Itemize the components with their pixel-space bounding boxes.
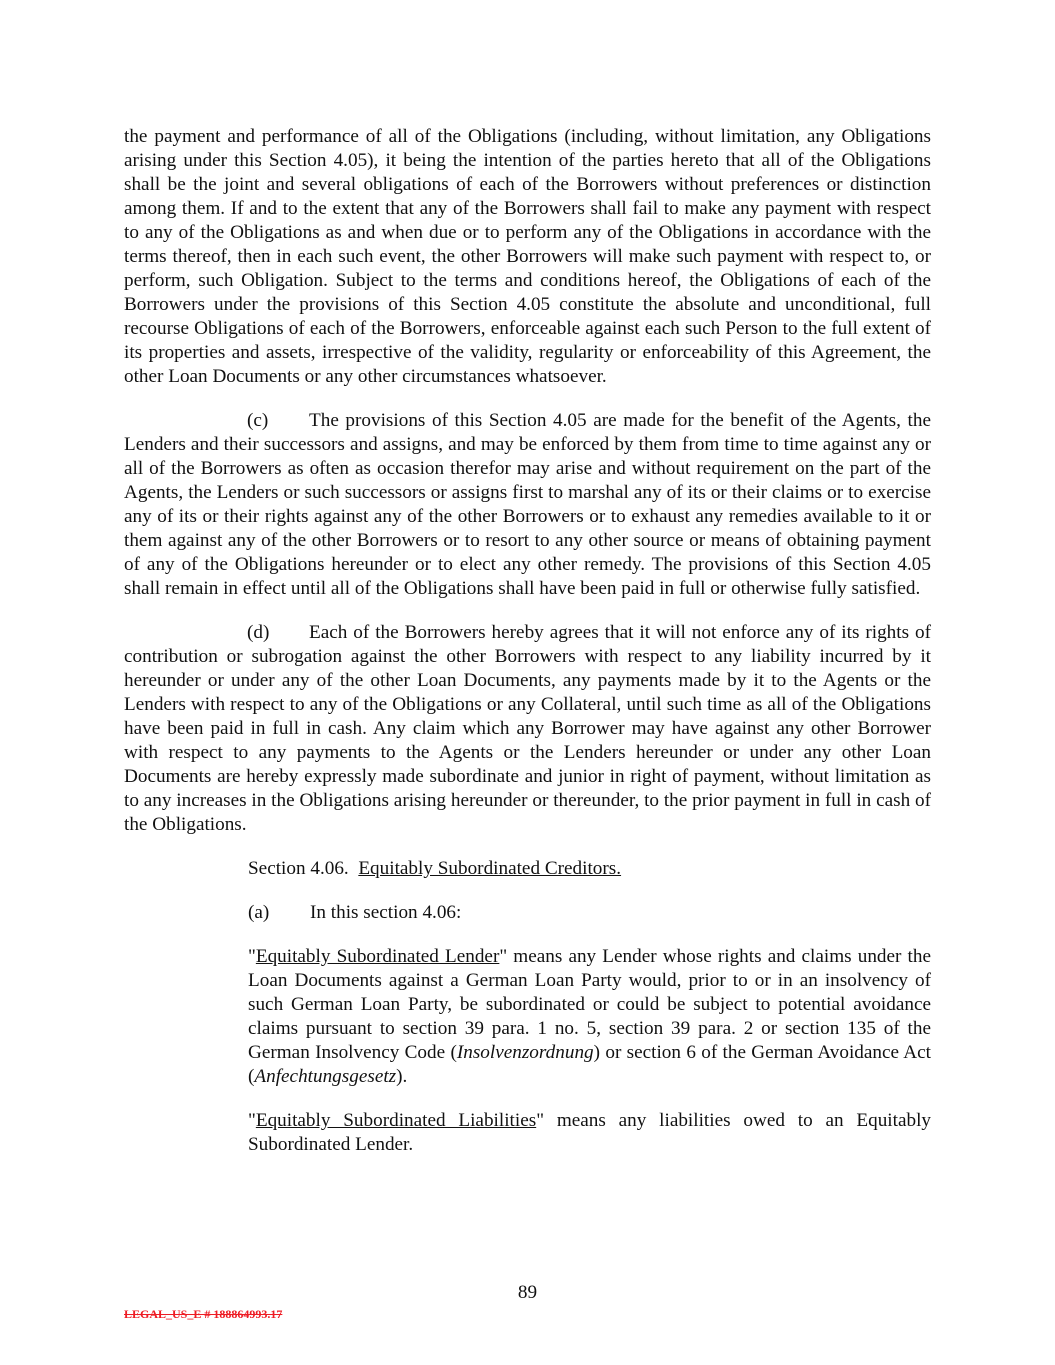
document-page <box>124 125 931 1177</box>
open-quote: " <box>248 1110 256 1131</box>
definition-text: ). <box>396 1066 408 1087</box>
continuation-paragraph: the payment and performance of all of the Obligations (including, without limitation, any Obligations arising under this Section 4.05), it being the intention of the parties hereto that all of the Obligations shall be the joint and several obligations of each of the Borrowers without preferences or distinction among them. If and to the extent that any of the Borrowers shall fail to make any payment with respect to any of the Obligations as and when due or to perform any of the Obligations in accordance with the terms thereof, then in each such event, the other Borrowers will make such payment with respect to, or perform, such Obligation. Subject to the terms and conditions hereof, the Obligations of each of the Borrowers under the provisions of this Section 4.05 constitute the absolute and unconditional, full recourse Obligations of each of the Borrowers, enforceable against each such Person to the full extent of its properties and assets, irrespective of the validity, regularity or enforceability of this Agreement, the other Loan Documents or any other circumstances whatsoever. <box>124 126 931 387</box>
paragraph-c-text: The provisions of this Section 4.05 are made for the benefit of the Agents, the Lenders and their successors and assigns, and may be enforced by them from time to time against any or all of the Borrowers as often as occasion therefor may arise and without requirement on the part of the Agents, the Lenders or such successors or assigns first to marshal any of its or their claims or to exercise any of its or their rights against any of the other Borrowers or to exhaust any remedies available to it or them against any of the other Borrowers or to resort to any other source or means of obtaining payment of any of the Obligations hereunder or to elect any other remedy. The provisions of this Section 4.05 shall remain in effect until all of the Obligations shall have been paid in full or otherwise fully satisfied. <box>124 410 931 599</box>
definition-italic-term: Anfechtungsgesetz <box>254 1066 397 1087</box>
open-quote: " <box>248 946 256 967</box>
paragraph-c-label: (c) <box>247 410 269 431</box>
paragraph-d-label: (d) <box>247 622 270 643</box>
definition-equitably-subordinated-liabilities <box>248 1109 931 1157</box>
paragraph-d-text: Each of the Borrowers hereby agrees that it will not enforce any of its rights of contribution or subrogation against the other Borrowers with respect to any liability incurred by it hereunder or under any of the other Loan Documents, any payments made by it to the Agents or the Lenders with respect to any of the Obligations or any Collateral, until such time as all of the Obligations have been paid in full in cash. Any claim which any Borrower may have against any other Borrower with respect to any payments to the Agents or the Lenders hereunder or under any other Loan Documents are hereby expressly made subordinate and junior in right of payment, without limitation as to any increases in the Obligations arising hereunder or thereunder, to the prior payment in full in cash of the Obligations. <box>124 622 931 835</box>
section-heading <box>248 857 931 881</box>
subsection-a-label: (a) <box>248 902 270 923</box>
section-title: Equitably Subordinated Creditors. <box>358 858 622 879</box>
subsection-a <box>248 901 931 925</box>
page-number: 89 <box>517 1282 538 1303</box>
defined-term: Equitably Subordinated Liabilities <box>255 1110 537 1131</box>
section-number: Section 4.06. <box>248 858 349 879</box>
defined-term: Equitably Subordinated Lender <box>255 946 500 967</box>
document-id: LEGAL_US_E # 188864993.17 <box>124 1307 283 1321</box>
definition-italic-term: Insolvenzordnung <box>456 1042 594 1063</box>
definition-text: ) or section 6 of the German Avoidance Act ( <box>248 1042 931 1087</box>
paragraph-c <box>124 409 931 601</box>
definition-text: " means any Lender whose rights and claims under the Loan Documents against a German Loan Party would, prior to or in an insolvency of such German Loan Party, be subordinated or could be subject to potential avoidance claims pursuant to section 39 para. 1 no. 5, section 39 para. 2 or section 135 of the German Insolvency Code ( <box>248 946 931 1063</box>
definition-text: " means any liabilities owed to an Equitably Subordinated Lender. <box>248 1110 931 1155</box>
subsection-a-text: In this section 4.06: <box>310 902 462 923</box>
definition-equitably-subordinated-lender <box>248 945 931 1089</box>
paragraph-d <box>124 621 931 837</box>
